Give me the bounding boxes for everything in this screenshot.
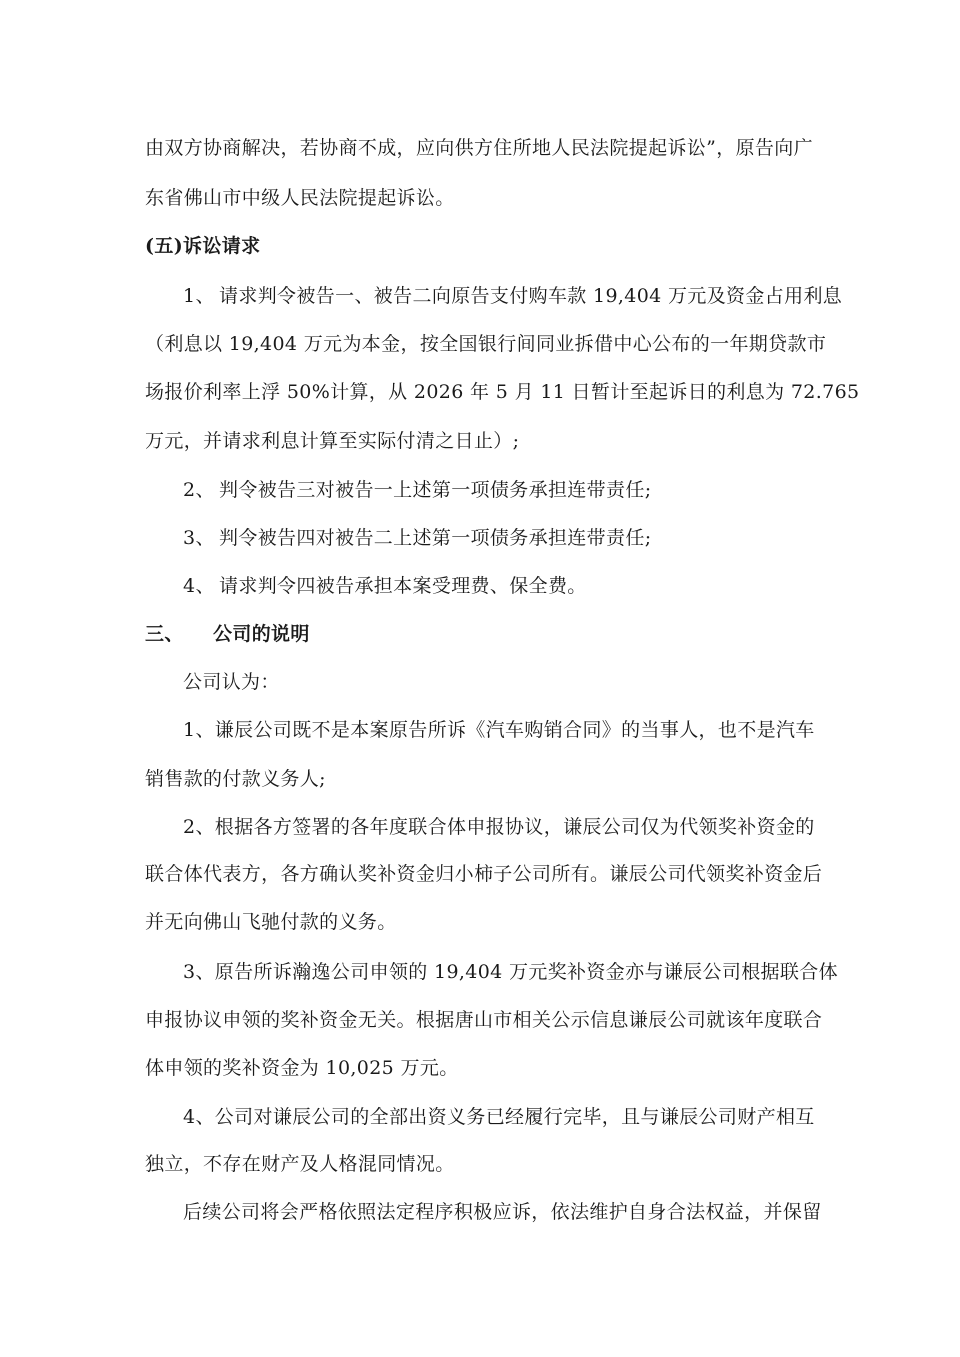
section-title: 公司的说明	[213, 623, 310, 645]
paragraph-line: 1、谦辰公司既不是本案原告所诉《汽车购销合同》的当事人，也不是汽车	[183, 719, 815, 741]
section-heading-company	[145, 622, 825, 646]
paragraph-line: 东省佛山市中级人民法院提起诉讼。	[145, 187, 455, 209]
claim-text: 请求判令四被告承担本案受理费、保全费。	[219, 575, 587, 597]
paragraph-line: 申报协议申领的奖补资金无关。根据唐山市相关公示信息谦辰公司就该年度联合	[145, 1009, 823, 1031]
claim-text: 判令被告三对被告一上述第一项债务承担连带责任;	[219, 479, 652, 501]
claim-text: 判令被告四对被告二上述第一项债务承担连带责任;	[219, 527, 652, 549]
claim-number: 4、	[183, 575, 215, 597]
paragraph-line: 2、根据各方签署的各年度联合体申报协议，谦辰公司仅为代领奖补资金的	[183, 816, 815, 838]
claim-text: 请求判令被告一、被告二向原告支付购车款 19,404 万元及资金占用利息	[219, 285, 843, 307]
paragraph-line: 后续公司将会严格依照法定程序积极应诉，依法维护自身合法权益，并保留	[183, 1201, 822, 1223]
claim-number: 3、	[183, 527, 215, 549]
paragraph-line: 4、公司对谦辰公司的全部出资义务已经履行完毕，且与谦辰公司财产相互	[183, 1106, 815, 1128]
paragraph-line: 联合体代表方，各方确认奖补资金归小柿子公司所有。谦辰公司代领奖补资金后	[145, 863, 823, 885]
claim-1-line	[183, 284, 863, 308]
claim-number: 1、	[183, 285, 215, 307]
paragraph-line: 公司认为：	[183, 671, 280, 693]
paragraph-line: 并无向佛山飞驰付款的义务。	[145, 911, 397, 933]
paragraph-line: 体申领的奖补资金为 10,025 万元。	[145, 1057, 459, 1079]
paragraph-line: 独立，不存在财产及人格混同情况。	[145, 1153, 455, 1175]
claim-2-line	[183, 478, 863, 502]
claim-3-line	[183, 526, 863, 550]
paragraph-line: 万元，并请求利息计算至实际付清之日止）;	[145, 430, 520, 452]
paragraph-line: 由双方协商解决，若协商不成，应向供方住所地人民法院提起诉讼”，原告向广	[145, 137, 813, 159]
claim-number: 2、	[183, 479, 215, 501]
section-number: 三、	[145, 623, 184, 645]
claim-4-line	[183, 574, 863, 598]
paragraph-line: 销售款的付款义务人;	[145, 768, 326, 790]
paragraph-line: （利息以 19,404 万元为本金，按全国银行间同业拆借中心公布的一年期贷款市	[145, 333, 827, 355]
section-heading-claims: (五)诉讼请求	[145, 235, 261, 257]
paragraph-line: 3、原告所诉瀚逸公司申领的 19,404 万元奖补资金亦与谦辰公司根据联合体	[183, 961, 838, 983]
paragraph-line: 场报价利率上浮 50%计算，从 2026 年 5 月 11 日暂计至起诉日的利息为 72.765	[145, 381, 860, 403]
